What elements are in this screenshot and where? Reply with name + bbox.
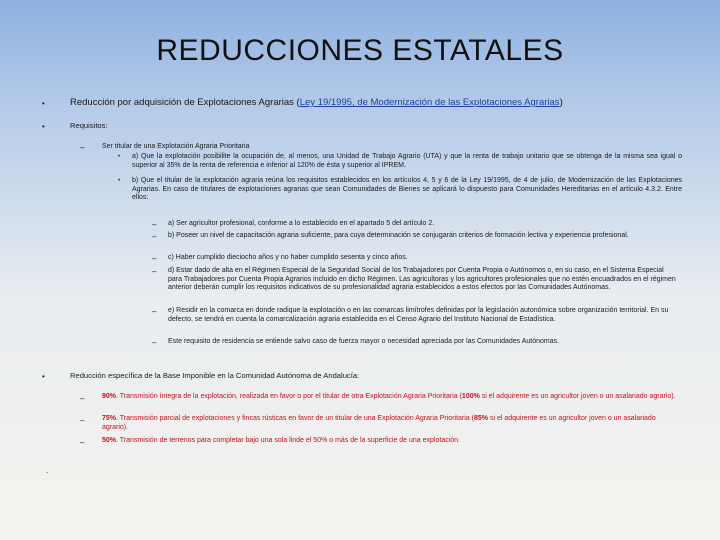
bullet-b: • <box>118 178 121 184</box>
req-main: Ser titular de una Explotación Agraria Prioritaria <box>102 143 250 150</box>
pct: 100% <box>461 393 480 400</box>
andalucia-text: . Transmisión de terrenos para completar bajo una sola linde el 50% o más de la superficie de una explotación. <box>116 437 460 444</box>
pct: 85% <box>473 415 488 422</box>
dash: – <box>80 416 85 425</box>
item-adquisicion <box>70 97 690 108</box>
pct: 90% <box>102 393 117 400</box>
dash: – <box>152 338 157 347</box>
item-adquisicion-close: ) <box>559 97 563 108</box>
req-a: a) Que la explotación posibilite la ocupación de, al menos, una Unidad de Trabajo Agrario (UTA) y que la renta de trabajo unitario que se obtenga de la misma sea igual o superior al 35% de la renta de referencia e inferior al 120% de ésta y superior al IPREM. <box>132 153 682 169</box>
andalucia-tail: si el adquirente es un agricultor joven o un asalariado agrario). <box>479 393 676 400</box>
pct: 75% <box>102 415 117 422</box>
dash: – <box>152 220 157 229</box>
requisitos-heading: Requisitos: <box>70 121 108 130</box>
dash: – <box>152 307 157 316</box>
dash: – <box>152 267 157 276</box>
sub-b: b) Poseer un nivel de capacitación agraria suficiente, para cuya determinación se conjugarán criterios de formación lectiva y experiencia profesional. <box>168 232 629 239</box>
ley-link[interactable]: Ley 19/1995, de Modernización de las Explotaciones Agrarias <box>299 97 560 108</box>
item-adquisicion-text: Reducción por adquisición de Explotaciones Agrarias ( <box>70 97 300 108</box>
dash: – <box>152 254 157 263</box>
andalucia-text: . Transmisión íntegra de la explotación, realizada en favor o por el titular de otra Explotación Agraria Prioritaria ( <box>116 393 462 400</box>
page-title: REDUCCIONES ESTATALES <box>156 34 564 67</box>
andalucia-tail: si el adquirente es un agricultor joven o un asalariado agrario). <box>102 415 656 431</box>
bullet-1: • <box>42 99 45 108</box>
dash: – <box>80 143 85 152</box>
sub-c: c) Haber cumplido dieciocho años y no haber cumplido sesenta y cinco años. <box>168 254 408 261</box>
bullet-a: • <box>118 154 121 160</box>
bullet-3: • <box>42 372 45 381</box>
andalucia-90 <box>102 393 680 402</box>
footer-mark: . <box>46 466 49 475</box>
pct: 50% <box>102 437 117 444</box>
bullet-2: • <box>42 122 45 131</box>
sub-d: d) Estar dado de alta en el Régimen Especial de la Seguridad Social de los Trabajadores por Cuenta Propia o Autónomos o, en su caso, en el Sistema Especial para Trabajadores por Cuenta Propia Agrarios incluido en dicho Régimen. Las agricultoras y los agricultores profesionales que no estén encuadrados en el régimen anterior deberán cumplir los requisitos indicativos de su profesionalidad agraria establecidos a estos efectos por las Comunidades Autónomas. <box>168 267 676 292</box>
dash: – <box>80 394 85 403</box>
andalucia-75 <box>102 415 680 432</box>
sub-residencia: Este requisito de residencia se entiende salvo caso de fuerza mayor o necesidad apreciada por las Comunidades Autónomas. <box>168 338 560 345</box>
sub-e: e) Residir en la comarca en donde radique la explotación o en las comarcas limítrofes definidas por la legislación autonómica sobre organización territorial. En su defecto, se tendrá en cuenta la comarcalización agraria establecida en el Censo Agrario del Instituto Nacional de Estadística. <box>168 307 669 323</box>
andalucia-heading: Reducción específica de la Base Imponible en la Comunidad Autónoma de Andalucía: <box>70 371 360 380</box>
dash: – <box>152 232 157 241</box>
req-b: b) Que el titular de la explotación agraria reúna los requisitos establecidos en los artículos 4, 5 y 6 de la Ley 19/1995, de 4 de julio, de Modernización de las Explotaciones Agrarias. En caso de titulares de explotaciones agrarias que sean Comunidades de Bienes se aplicará lo dispuesto para Comunidades Hereditarias en el artículo 4.3.2. Entre ellos: <box>132 177 682 202</box>
andalucia-text: . Transmisión parcial de explotaciones y fincas rústicas en favor de un titular de una Explotación Agraria Prioritaria ( <box>116 415 474 422</box>
sub-a: a) Ser agricultor profesional, conforme a lo establecido en el apartado 5 del artículo 2. <box>168 220 435 227</box>
dash: – <box>80 438 85 447</box>
andalucia-50 <box>102 437 680 446</box>
